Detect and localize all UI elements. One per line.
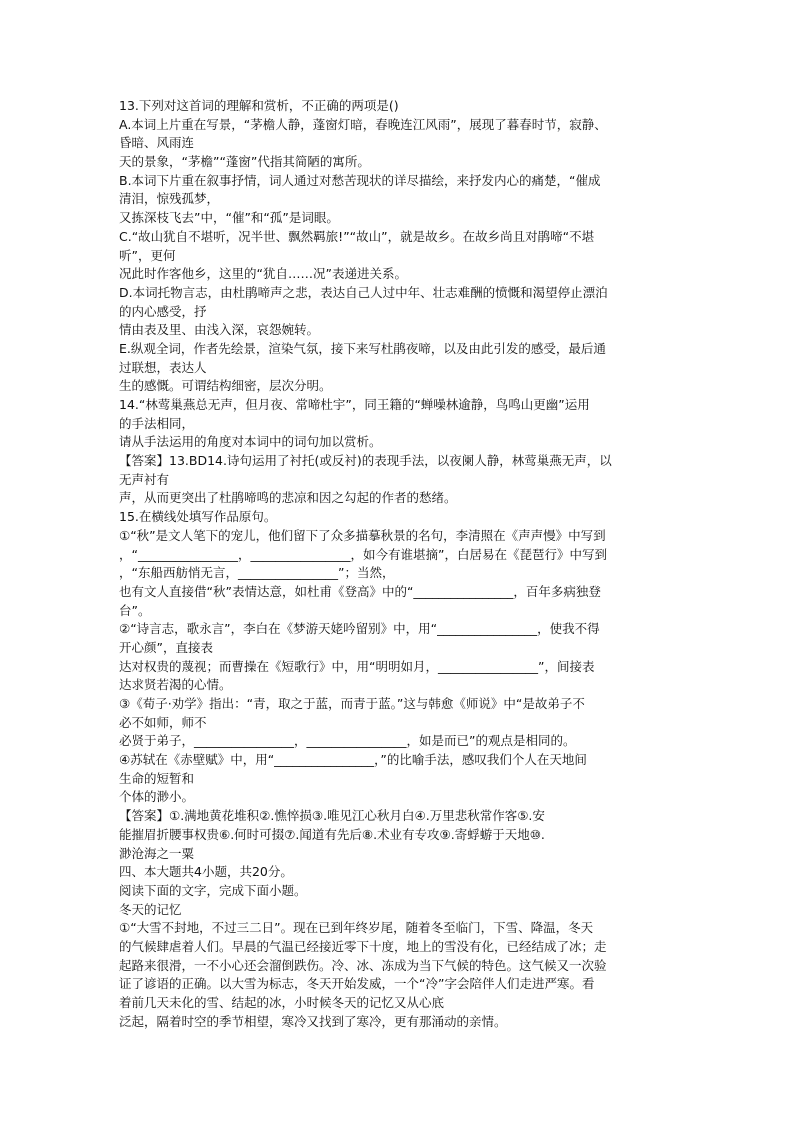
question-15-part-4: 生命的短暂和 xyxy=(119,770,195,786)
passage-title: 冬天的记忆 xyxy=(119,901,182,917)
question-15-part-3: ③《荀子·劝学》指出：“青，取之于蓝，而青于蓝。”这与韩愈《师说》中“是故弟子不 xyxy=(119,696,585,711)
question-15-part-3: 必不如师，师不 xyxy=(119,714,207,730)
option-d-text: 情由表及里、由浅入深，哀怨婉转。 xyxy=(119,322,320,338)
question-15-part-4: ④苏轼在《赤壁赋》中，用“________________，”的比喻手法，感叹我们个人在天地间 xyxy=(119,752,587,768)
passage-paragraph-1: 起路来很滑，一不小心还会溜倒跌伤。冷、冰、冻成为当下气候的特色。这气候又一次验 xyxy=(119,957,607,973)
option-c-text: 况此时作客他乡，这里的“犹自……况”表递进关系。 xyxy=(119,266,407,282)
passage-paragraph-1: 的气候肆虐着人们。早晨的气温已经接近零下十度，地上的雪没有化，已经结成了冰；走 xyxy=(119,938,607,954)
option-e-text: 过联想，表达人 xyxy=(119,359,207,375)
question-15-part-4: 个体的渺小。 xyxy=(119,789,195,805)
option-a-text: A.本词上片重在写景，“茅檐人静，蓬窗灯暗，春晚连江风雨”，展现了暮春时节，寂静、 xyxy=(119,116,607,132)
answer-15: 渺沧海之一粟 xyxy=(119,845,195,861)
question-15-part-1: ①“秋”是文人笔下的宠儿，他们留下了众多描摹秋景的名句，李清照在《声声慢》中写到 xyxy=(119,527,606,543)
question-14-text: 的手法相同， xyxy=(119,415,195,431)
answer-15: 能摧眉折腰事权贵⑥.何时可掇⑦.闻道有先后⑧.术业有专攻⑨.寄蜉蝣于天地⑩. xyxy=(119,826,545,842)
question-15-part-2: ②“诗言志，歌永言”，李白在《梦游天姥吟留别》中，用“________________，使我不得 xyxy=(119,621,600,637)
option-b-text: 清泪，惊残孤梦， xyxy=(119,191,220,207)
option-e-text: 生的感慨。可谓结构细密，层次分明。 xyxy=(119,378,332,394)
question-15-part-1: ，“________________，________________，如今有谁堪摘”，白居易在《琵琶行》中写到 xyxy=(119,546,607,562)
question-14-text: 请从手法运用的角度对本词中的词句加以赏析。 xyxy=(119,434,382,450)
section-4-heading: 四、本大题共4小题，共20分。 xyxy=(119,864,293,880)
question-15-part-1: 台”。 xyxy=(119,602,151,618)
option-d-text: 的内心感受，抒 xyxy=(119,303,207,319)
option-e-text: E.纵观全词，作者先绘景，渲染气氛，接下来写杜鹃夜啼，以及由此引发的感受，最后通 xyxy=(119,340,606,356)
question-15-stem: 15.在横线处填写作品原句。 xyxy=(119,509,277,525)
question-15-part-1: ，“东船西舫悄无言，________________”；当然， xyxy=(119,565,395,581)
option-d-text: D.本词托物言志，由杜鹃啼声之悲，表达自己人过中年、壮志难酬的愤慨和渴望停止漂泊 xyxy=(119,284,608,300)
passage-paragraph-1: 证了谚语的正确。以大雪为标志，冬天开始发威，一个“冷”字会陪伴人们走进严寒。看 xyxy=(119,976,595,992)
document-body xyxy=(119,97,675,1031)
option-b-text: B.本词下片重在叙事抒情，词人通过对愁苦现状的详尽描绘，来抒发内心的痛楚，“催成 xyxy=(119,172,601,188)
answer-13-14: 【答案】13.BD14.诗句运用了衬托(或反衬)的表现手法，以夜阑人静，林莺巢燕无声，以 xyxy=(119,453,612,469)
question-15-part-2: 达对权贵的蔑视；而曹操在《短歌行》中，用“明明如月，________________”，间接表 xyxy=(119,658,595,674)
passage-paragraph-1: ①“大雪不封地，不过三二日”。现在已到年终岁尾，随着冬至临门，下雪、降温，冬天 xyxy=(119,920,594,936)
question-15-part-3: 必贤于弟子，________________，________________，如是而已”的观点是相同的。 xyxy=(119,733,576,749)
reading-instruction: 阅读下面的文字，完成下面小题。 xyxy=(119,882,307,898)
option-a-text: 天的景象，“茅檐”“蓬窗”代指其简陋的寓所。 xyxy=(119,154,370,170)
passage-paragraph-1: 泛起，隔着时空的季节相望，寒冷又找到了寒冷，更有那涌动的亲情。 xyxy=(119,1013,507,1029)
option-c-text: 听”，更何 xyxy=(119,247,176,263)
option-b-text: 又拣深枝飞去”中，“催”和“孤”是词眼。 xyxy=(119,210,339,226)
option-c-text: C.“故山犹自不堪听，况半世、飘然羁旅!”“故山”，就是故乡。在故乡尚且对鹃啼“不堪 xyxy=(119,228,595,244)
question-15-part-2: 开心颜”，直接表 xyxy=(119,639,213,655)
answer-15: 【答案】①.满地黄花堆积②.憔悴损③.唯见江心秋月白④.万里悲秋常作客⑤.安 xyxy=(119,808,545,824)
question-15-part-2: 达求贤若渴的心情。 xyxy=(119,677,232,693)
question-15-part-1: 也有文人直接借“秋”表情达意，如杜甫《登高》中的“________________，百年多病独登 xyxy=(119,583,601,599)
option-a-text: 昏暗、风雨连 xyxy=(119,135,195,151)
question-14-text: 14.“林莺巢燕总无声，但月夜、常啼杜宇”，同王籍的“蝉噪林逾静，鸟鸣山更幽”运用 xyxy=(119,397,590,412)
passage-paragraph-1: 着前几天未化的雪、结起的冰，小时候冬天的记忆又从心底 xyxy=(119,995,445,1010)
answer-13-14: 声，从而更突出了杜鹃啼鸣的悲凉和因之勾起的作者的愁绪。 xyxy=(119,490,457,506)
answer-13-14: 无声衬有 xyxy=(119,471,170,487)
question-13-stem: 13.下列对这首词的理解和赏析，不正确的两项是() xyxy=(119,98,399,113)
